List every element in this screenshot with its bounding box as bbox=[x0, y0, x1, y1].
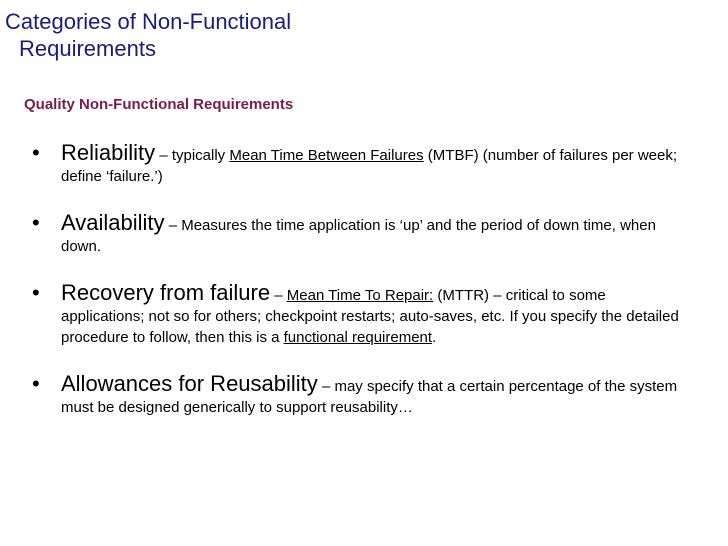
functional-requirement-term: functional requirement bbox=[283, 329, 433, 346]
slide-title bbox=[5, 8, 605, 62]
bullet-end: . bbox=[432, 329, 437, 346]
bullet-list bbox=[28, 140, 693, 441]
bullet-dot-icon: • bbox=[32, 371, 40, 396]
bullet-text: – Measures the time application is ‘up’ and the period of down time, when down. bbox=[61, 217, 656, 255]
bullet-text: (MTTR) – critical to some applications; not so for others; checkpoint restarts; auto-saves, etc. If you specify the detailed procedure to follow, then this is a bbox=[61, 287, 679, 346]
mtbf-term: Mean Time Between Failures bbox=[229, 147, 424, 164]
bullet-heading: Recovery from failure bbox=[61, 280, 271, 305]
bullet-dash: – bbox=[270, 287, 287, 304]
bullet-availability bbox=[28, 210, 693, 257]
bullet-reliability bbox=[28, 140, 693, 187]
bullet-text: (MTBF) (number of failures per week; define ‘failure.’) bbox=[61, 147, 678, 185]
mttr-term: Mean Time To Repair: bbox=[286, 287, 434, 304]
bullet-recovery bbox=[28, 280, 693, 348]
bullet-dash: – typically bbox=[155, 147, 230, 164]
bullet-reusability bbox=[28, 371, 693, 418]
bullet-heading: Reliability bbox=[61, 140, 156, 165]
bullet-dot-icon: • bbox=[32, 210, 40, 235]
bullet-heading: Allowances for Reusability bbox=[61, 371, 318, 396]
section-subtitle: Quality Non-Functional Requirements bbox=[24, 96, 294, 113]
title-line-1: Categories of Non-Functional bbox=[5, 9, 292, 34]
bullet-dot-icon: • bbox=[32, 140, 40, 165]
bullet-text: – may specify that a certain percentage of the system must be designed generically to support reusability… bbox=[61, 378, 678, 416]
bullet-dot-icon: • bbox=[32, 280, 40, 305]
bullet-heading: Availability bbox=[61, 210, 165, 235]
title-line-2: Requirements bbox=[19, 36, 156, 61]
